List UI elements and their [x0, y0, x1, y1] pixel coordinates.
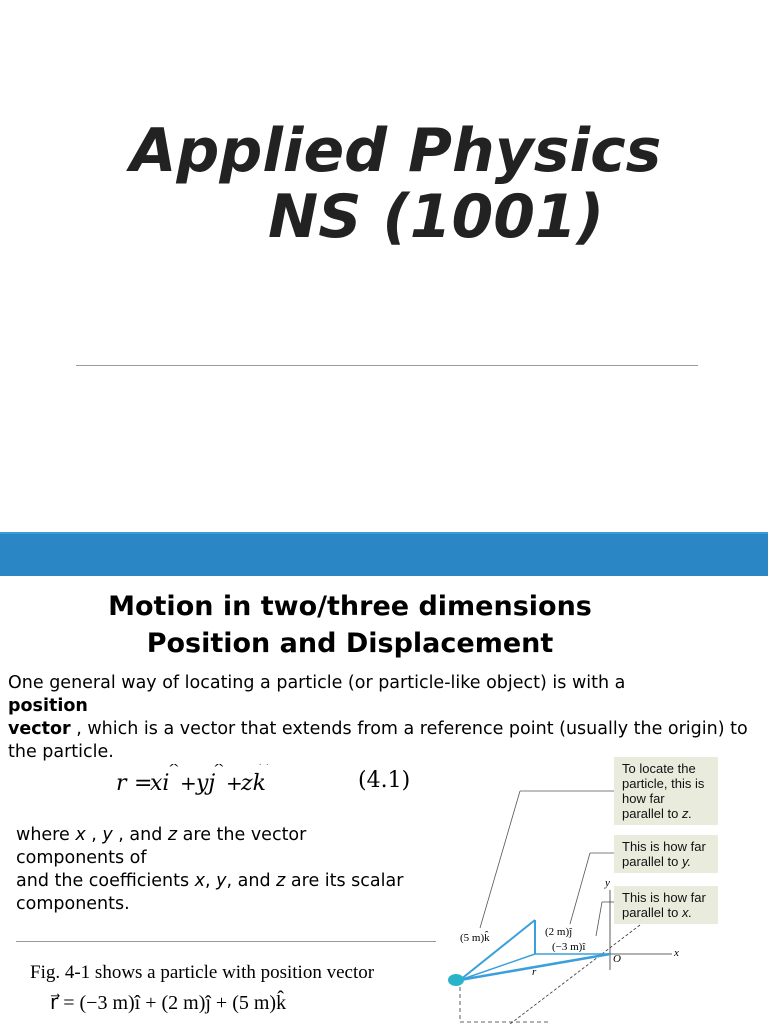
text: , — [205, 871, 217, 891]
var-y: y — [102, 825, 113, 845]
figure-caption: Fig. 4-1 shows a particle with position vector — [30, 962, 375, 983]
text: are the vector components of — [16, 825, 307, 868]
text: are its scalar — [285, 871, 404, 891]
svg-text:^: ^ — [168, 764, 180, 777]
position-equation — [116, 764, 276, 810]
svg-text:zk: zk — [241, 771, 266, 796]
var-y: y — [216, 871, 227, 891]
section-subheading: Position and Displacement — [146, 628, 554, 659]
figure-divider — [16, 941, 436, 942]
callout-z-axis: z. — [682, 806, 693, 821]
section-heading: Motion in two/three dimensions — [108, 591, 592, 622]
text: , and — [112, 825, 168, 845]
slide-header-band — [0, 532, 768, 576]
svg-text:+: + — [226, 771, 243, 795]
label-r: r⃗ — [532, 966, 545, 978]
particle-marker — [448, 974, 464, 986]
leader-line-y-2 — [570, 853, 590, 924]
slide-title-line1: Applied Physics — [130, 116, 662, 186]
leader-line-z-2 — [480, 791, 520, 928]
text: components. — [16, 894, 130, 914]
svg-text:yj: yj — [196, 771, 216, 796]
component-k — [460, 920, 535, 980]
var-x: x — [194, 871, 206, 891]
text: , — [85, 825, 103, 845]
term-position: position — [8, 696, 88, 716]
label-k: (5 m)k̂ — [460, 932, 490, 944]
svg-text:^: ^ — [258, 764, 270, 775]
svg-text:xi: xi — [150, 771, 170, 796]
component-base — [460, 954, 535, 980]
var-z: z — [167, 825, 178, 845]
leader-line-x-2 — [596, 902, 602, 936]
text: where — [16, 825, 76, 845]
label-origin: O — [613, 953, 621, 965]
figure-equation: r⃗ = (−3 m)î + (2 m)ĵ + (5 m)k̂ — [50, 992, 287, 1014]
svg-text:r: r — [116, 771, 127, 796]
callout-z-text: To locate the particle, this is how far parallel to — [622, 761, 705, 821]
label-j: (2 m)ĵ — [545, 926, 573, 938]
text: and the coefficients — [16, 871, 195, 891]
svg-text:+: + — [180, 771, 197, 795]
title-divider — [76, 365, 698, 366]
z-axis — [510, 925, 640, 1024]
svg-text:^: ^ — [213, 764, 225, 777]
label-y-axis: y — [605, 877, 610, 889]
components-paragraph — [16, 824, 416, 916]
term-vector: vector — [8, 719, 71, 739]
intro-text-1: One general way of locating a particle (or particle-like object) is with a — [8, 673, 626, 693]
position-vector-diagram — [440, 760, 768, 1024]
var-x: x — [75, 825, 86, 845]
callout-x-text: This is how far parallel to — [622, 890, 706, 920]
slide-title-line2: NS (1001) — [268, 182, 605, 252]
equation-graphic — [116, 764, 276, 804]
callout-y-axis: y. — [682, 854, 692, 869]
var-z: z — [276, 871, 286, 891]
equation-number: (4.1) — [358, 768, 411, 793]
svg-text:=: = — [134, 771, 153, 796]
intro-paragraph — [8, 672, 748, 764]
callout-x-axis: x. — [682, 905, 693, 920]
label-x-axis: x — [674, 947, 679, 959]
intro-text-2: , which is a vector that extends from a reference point (usually the origin) to the particle. — [8, 719, 748, 762]
label-i: (−3 m)î — [552, 941, 586, 953]
callout-y-text: This is how far parallel to — [622, 839, 706, 869]
text: , and — [226, 871, 277, 891]
